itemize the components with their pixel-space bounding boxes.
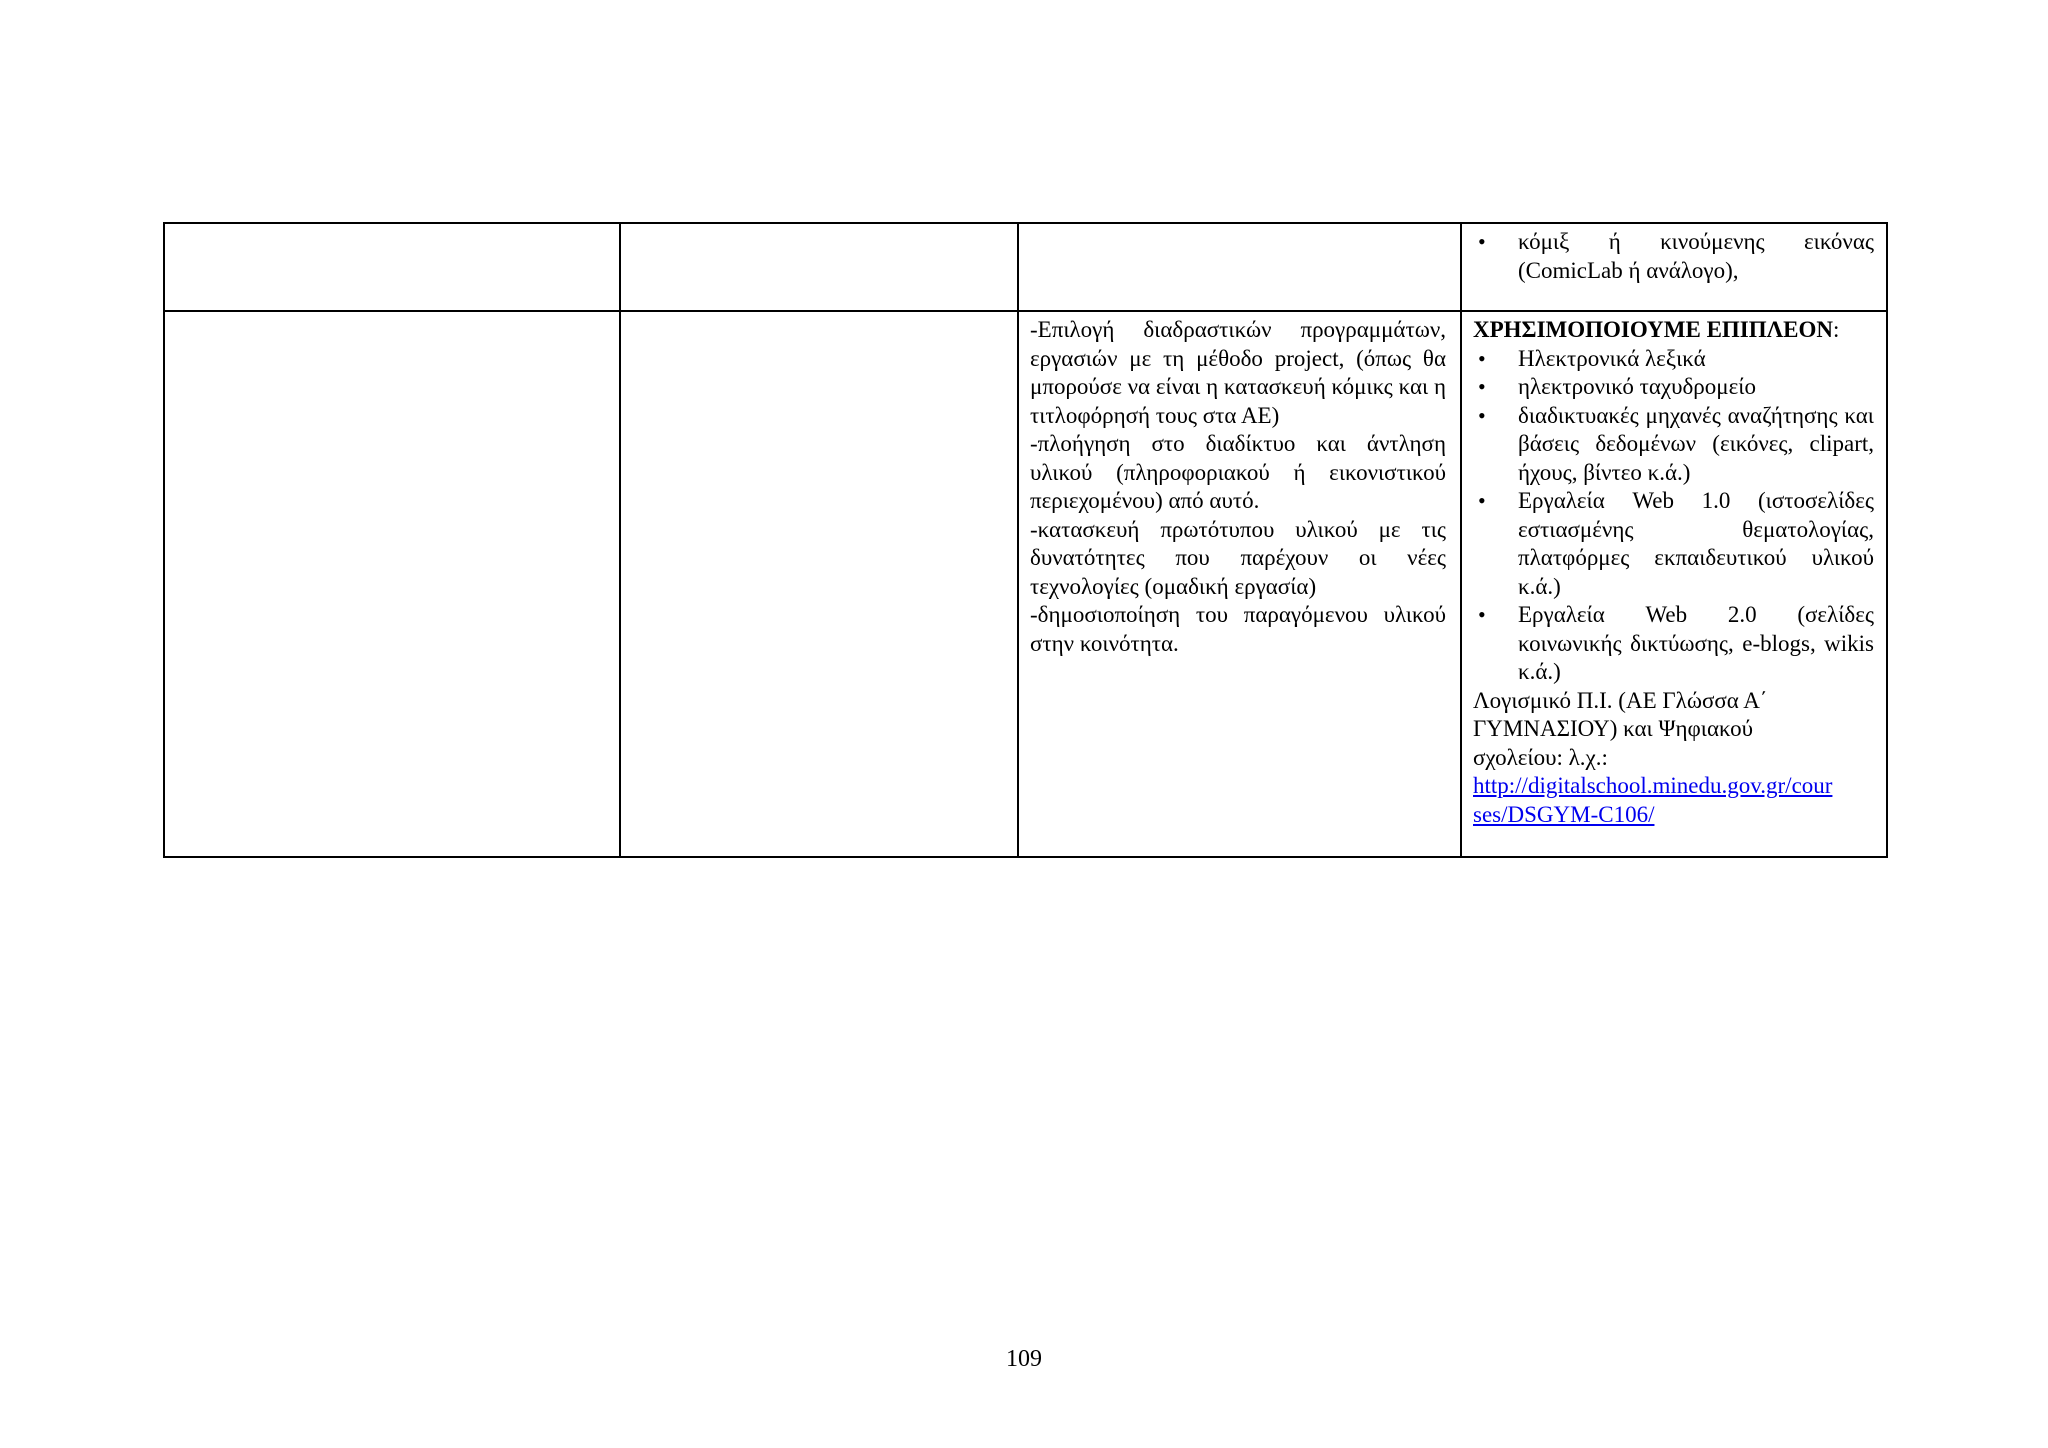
software-line: σχολείου: λ.χ.: — [1473, 744, 1608, 770]
table-cell-activities — [1018, 311, 1461, 857]
content-table — [163, 222, 1888, 858]
list-item — [1473, 373, 1874, 402]
list-item — [1473, 487, 1874, 601]
digital-school-link[interactable]: ses/DSGYM-C106/ — [1473, 801, 1655, 827]
table-row — [164, 223, 1887, 311]
tools-heading-colon: : — [1832, 317, 1840, 342]
list-item — [1473, 228, 1874, 285]
software-line: ΓΥΜΝΑΣΙΟΥ) και Ψηφιακού — [1473, 716, 1753, 741]
digital-school-link[interactable]: http://digitalschool.minedu.gov.gr/cour — [1473, 773, 1833, 798]
table-cell-empty — [1018, 223, 1461, 311]
bullet-icon: • — [1478, 488, 1486, 513]
list-item — [1473, 345, 1874, 374]
bullet-icon: • — [1478, 402, 1486, 428]
software-line: Λογισμικό Π.Ι. (ΑΕ Γλώσσα Α΄ — [1473, 687, 1768, 713]
activity-paragraph: -πλοήγηση στο διαδίκτυο και άντληση υλικού (πληροφοριακού ή εικονιστικού περιεχομένου) από αυτό. — [1030, 431, 1446, 513]
tools-list — [1473, 345, 1874, 687]
table-row — [164, 311, 1887, 857]
tools-list-continued — [1473, 228, 1874, 285]
activity-paragraph: -κατασκευή πρωτότυπου υλικού με τις δυνατότητες που παρέχουν οι νέες τεχνολογίες (ομαδική εργασία) — [1030, 516, 1446, 599]
digital-school-link-line — [1473, 772, 1874, 801]
list-item-text: Ηλεκτρονικά λεξικά — [1518, 345, 1706, 371]
activity-paragraph: -δημοσιοποίηση του παραγόμενου υλικού στην κοινότητα. — [1030, 602, 1446, 656]
table-cell-empty — [620, 311, 1018, 857]
table-cell-empty — [164, 311, 620, 857]
table-cell-tools — [1461, 311, 1887, 857]
bullet-icon: • — [1478, 229, 1486, 254]
tools-heading-line — [1473, 316, 1874, 345]
list-item — [1473, 402, 1874, 488]
list-item-text: διαδικτυακές μηχανές αναζήτησης και βάσεις δεδομένων (εικόνες, clipart, ήχους, βίντεο κ.ά.) — [1518, 402, 1874, 485]
tools-heading: ΧΡΗΣΙΜΟΠΟΙΟΥΜΕ ΕΠΙΠΛΕΟΝ — [1473, 317, 1833, 342]
table-cell-empty — [620, 223, 1018, 311]
list-item-text: ηλεκτρονικό ταχυδρομείο — [1518, 374, 1756, 399]
bullet-icon: • — [1478, 345, 1486, 371]
page-number: 109 — [1006, 1346, 1042, 1372]
table-cell-empty — [164, 223, 620, 311]
list-item-text: κόμιξ ή κινούμενης εικόνας (ComicLab ή ανάλογο), — [1518, 229, 1874, 283]
list-item-text: Εργαλεία Web 2.0 (σελίδες κοινωνικής δικτύωσης, e-blogs, wikis κ.ά.) — [1518, 602, 1874, 684]
digital-school-link-line — [1473, 801, 1874, 830]
bullet-icon: • — [1478, 602, 1486, 627]
bullet-icon: • — [1478, 374, 1486, 399]
activity-paragraph: -Επιλογή διαδραστικών προγραμμάτων, εργασιών με τη μέθοδο project, (όπως θα μπορούσε να είναι η κατασκευή κόμικς και η τιτλοφόρησή τους στα ΑΕ) — [1030, 317, 1446, 428]
table-cell-tools-continued — [1461, 223, 1887, 311]
list-item-text: Εργαλεία Web 1.0 (ιστοσελίδες εστιασμένης θεματολογίας, πλατφόρμες εκπαιδευτικού υλικού κ.ά.) — [1518, 488, 1874, 599]
list-item — [1473, 601, 1874, 687]
